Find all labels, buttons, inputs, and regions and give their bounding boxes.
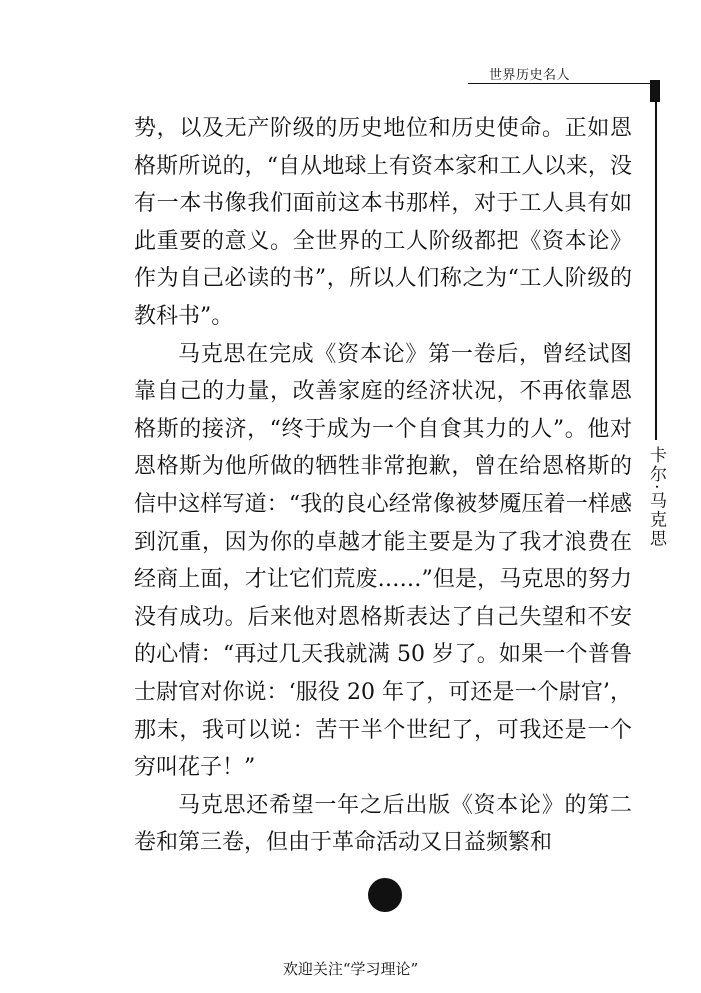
page-marker-dot [368, 878, 402, 912]
footer-note: 欢迎关注“学习理论” [282, 960, 419, 978]
side-chapter-label: 卡尔·马克思 [646, 446, 666, 549]
paragraph-3: 马克思还希望一年之后出版《资本论》的第二卷和第三卷，但由于革命活动又日益频繁和 [134, 792, 632, 856]
running-header-title: 世界历史名人 [489, 68, 571, 83]
side-rule [655, 100, 657, 440]
paragraph-2: 马克思在完成《资本论》第一卷后，曾经试图靠自己的力量，改善家庭的经济状况，不再依靠恩格斯的接济，“终于成为一个自食其力的人”。他对恩格斯为他所做的牺牲非常抱歉，曾在给恩格斯的信中这样写道：“我的良心经常像被梦魇压着一样感到沉重，因为你的卓越才能主要是为了我才浪费在经商上面，才让它们荒废……”但是，马克思的努力没有成功。后来他对恩格斯表达了自己失望和不安的心情：“再过几天我就满 50 岁了。如果一个普鲁士尉官对你说：‘服役 20 年了，可还是一个尉官’，那末，我可以说：苦干半个世纪了，可我还是一个穷叫花子！” [134, 341, 632, 781]
header-rule [468, 83, 650, 84]
body-text [134, 110, 632, 862]
header-corner-block [650, 80, 660, 102]
paragraph-1: 势，以及无产阶级的历史地位和历史使命。正如恩格斯所说的，“自从地球上有资本家和工人以来，没有一本书像我们面前这本书那样，对于工人具有如此重要的意义。全世界的工人阶级都把《资本论》作为自己必读的书”，所以人们称之为“工人阶级的教科书”。 [134, 116, 632, 329]
